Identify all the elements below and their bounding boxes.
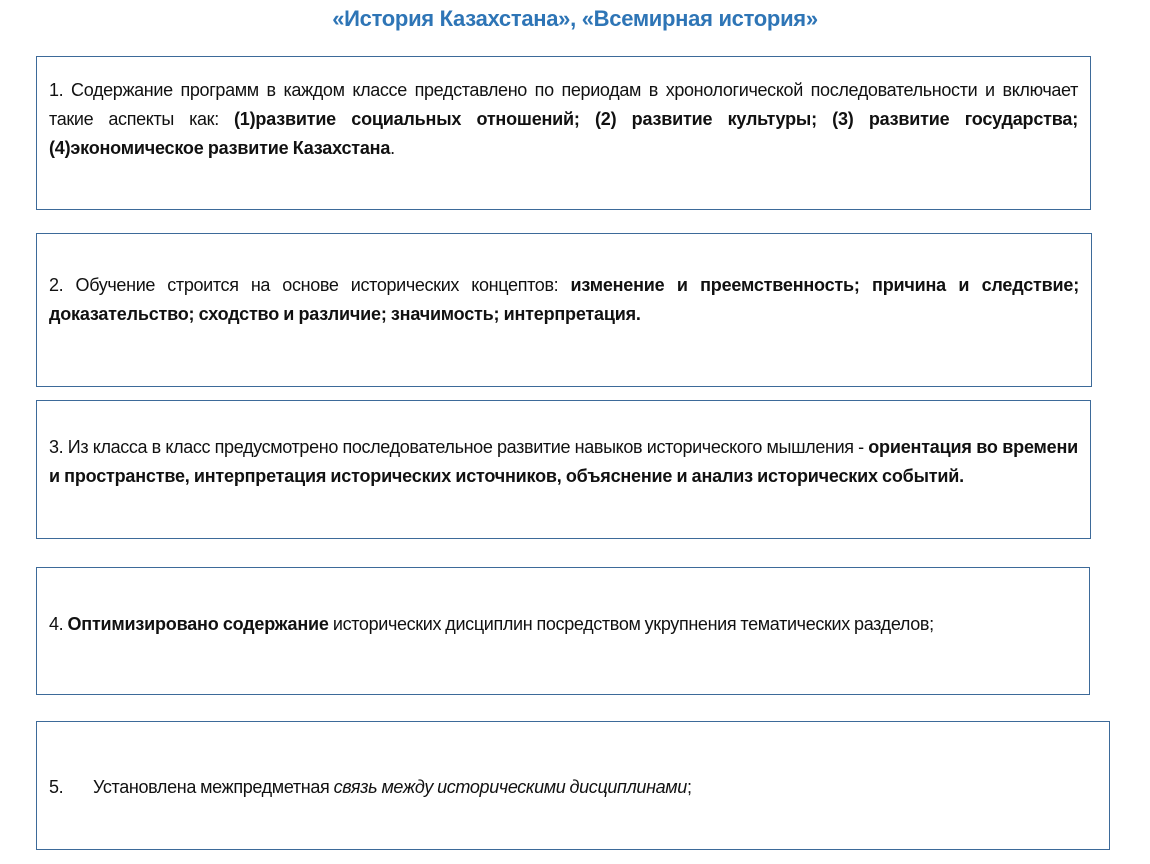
item-5-italic: связь между историческими дисциплинами	[333, 777, 687, 797]
item-text-4	[49, 610, 1077, 639]
item-5-ending: ;	[686, 777, 692, 797]
item-3-emphasis: ориентация во времени и пространстве, интерпретация исторических источников, объяснение и анализ исторических событий.	[49, 436, 1078, 486]
item-box-3	[36, 400, 1091, 539]
item-5-intro: Установлена межпредметная	[93, 777, 334, 797]
item-text-1	[49, 76, 1078, 163]
item-3-intro: 3. Из класса в класс предусмотрено последовательное развитие навыков исторического мышления -	[49, 436, 869, 457]
item-text-3	[49, 433, 1078, 491]
item-box-1	[36, 56, 1091, 210]
slide-title: «История Казахстана», «Всемирная история»	[332, 6, 818, 31]
item-box-5	[36, 721, 1110, 850]
item-box-2	[36, 233, 1092, 387]
item-5-number: 5.	[49, 777, 64, 797]
item-1-intro: 1. Содержание программ в каждом классе представлено по периодам в хронологической последовательности и включает такие аспекты как:	[49, 79, 1078, 129]
item-1-emphasis: (1)развитие социальных отношений; (2) развитие культуры; (3) развитие государства; (4)экономическое развитие Казахстана	[49, 108, 1079, 158]
item-4-number: 4.	[49, 613, 68, 634]
item-box-4	[36, 567, 1090, 695]
item-2-intro: 2. Обучение строится на основе исторических концептов:	[49, 275, 571, 295]
item-2-emphasis: изменение и преемственность; причина и следствие; доказательство; сходство и различие; значимость; интерпретация.	[49, 275, 1079, 324]
item-text-5	[49, 773, 1097, 802]
item-4-rest: исторических дисциплин посредством укрупнения тематических разделов;	[328, 613, 934, 634]
item-text-2	[49, 271, 1079, 329]
item-4-emphasis: Оптимизировано содержание	[67, 613, 329, 634]
item-1-ending: .	[390, 137, 395, 158]
